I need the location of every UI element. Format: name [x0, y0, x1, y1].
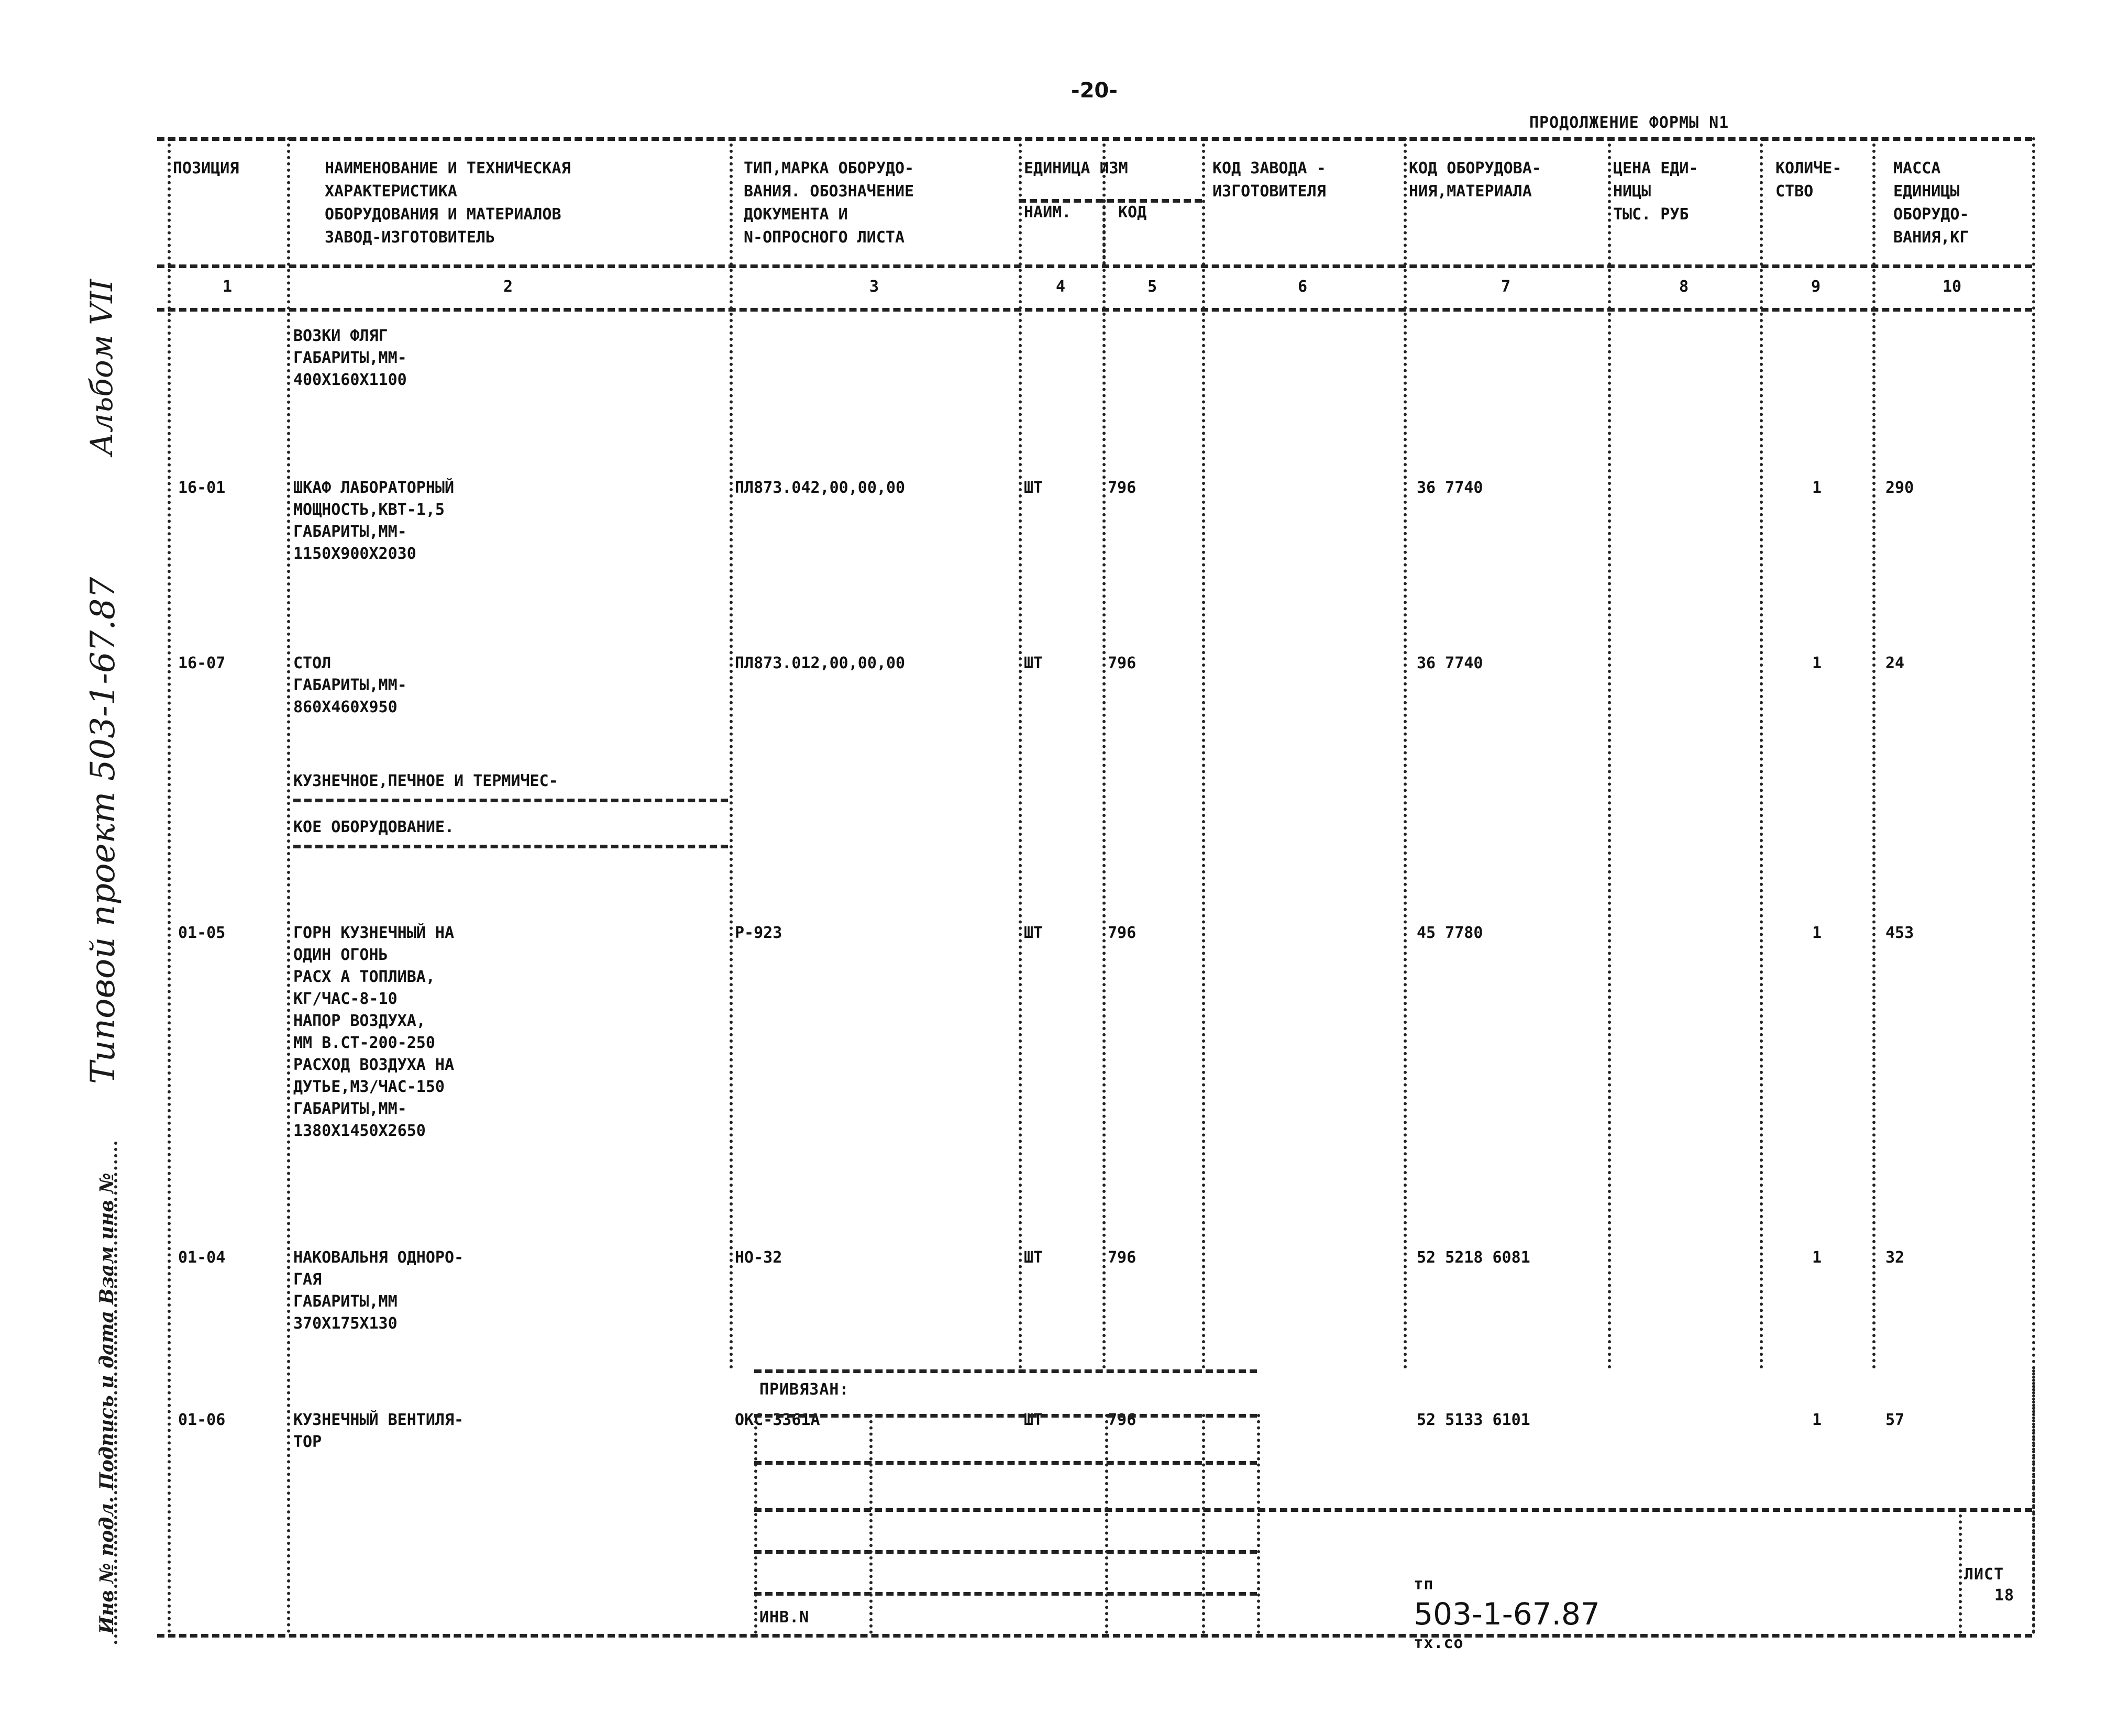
stamp-rule: [754, 1592, 1257, 1596]
column-header-line: КОД ОБОРУДОВА-: [1409, 159, 1541, 178]
equipment-type-mark: ОКС-3361А: [735, 1411, 820, 1429]
item-description-line: СТОЛ: [293, 654, 332, 672]
item-description-line: ТОР: [293, 1433, 322, 1451]
inventory-label: ИНВ.N: [759, 1608, 810, 1627]
section-heading: КУЗНЕЧНОЕ,ПЕЧНОЕ И ТЕРМИЧЕС-: [293, 772, 558, 790]
equipment-type-mark: Р-923: [735, 924, 782, 942]
quantity: 1: [1812, 924, 1822, 942]
attached-label: ПРИВЯЗАН:: [759, 1380, 850, 1399]
doc-code-suffix: тх.со: [1414, 1634, 1464, 1652]
column-header-line: НАИМ.: [1024, 203, 1072, 222]
continuation-title: ПРОДОЛЖЕНИЕ ФОРМЫ N1: [1529, 114, 1729, 132]
item-description-line: ВОЗКИ ФЛЯГ: [293, 327, 388, 345]
column-header-line: ЦЕНА ЕДИ-: [1613, 159, 1698, 178]
section-heading: КОЕ ОБОРУДОВАНИЕ.: [293, 818, 455, 836]
unit-name: ШТ: [1024, 1248, 1043, 1267]
column-divider: [1872, 137, 1876, 1369]
column-header-line: ИЗГОТОВИТЕЛЯ: [1212, 182, 1326, 201]
document-code: [1404, 1563, 1600, 1655]
column-number-rule: [157, 308, 2032, 312]
doc-code-number: 503-1-67.87: [1414, 1596, 1600, 1632]
column-header-line: НИЯ,МАТЕРИАЛА: [1409, 182, 1532, 201]
column-number: 7: [1501, 278, 1511, 296]
section-rule: [293, 845, 728, 848]
item-description-line: КГ/ЧАС-8-10: [293, 990, 398, 1008]
item-description-line: ГАБАРИТЫ,ММ: [293, 1292, 398, 1311]
equipment-type-mark: НО-32: [735, 1248, 782, 1267]
column-number: 2: [503, 278, 513, 296]
column-divider: [1202, 137, 1205, 1369]
column-header: [325, 157, 571, 249]
unit-mass: 57: [1885, 1411, 1905, 1429]
stamp-rule: [754, 1414, 1257, 1418]
item-description-line: РАСХОД ВОЗДУХА НА: [293, 1056, 455, 1074]
column-header-line: ОБОРУДО-: [1893, 205, 1969, 224]
column-header-line: ТЫС. РУБ: [1613, 205, 1689, 224]
item-description-line: ГАЯ: [293, 1270, 322, 1289]
column-header: [1893, 157, 1969, 249]
quantity: 1: [1812, 1248, 1822, 1267]
unit-name: ШТ: [1024, 924, 1043, 942]
item-description-line: ГАБАРИТЫ,ММ-: [293, 349, 407, 367]
sheet-box-divider: [1959, 1508, 1962, 1634]
column-divider: [1019, 137, 1022, 1369]
column-header-line: ХАРАКТЕРИСТИКА: [325, 182, 457, 201]
column-number: 10: [1942, 278, 1962, 296]
equipment-code: 36 7740: [1417, 654, 1483, 672]
column-header-line: ОБОРУДОВАНИЯ И МАТЕРИАЛОВ: [325, 205, 561, 224]
column-header-line: НИЦЫ: [1613, 182, 1651, 201]
column-divider: [1608, 137, 1611, 1369]
item-description-line: 1150X900X2030: [293, 545, 416, 563]
unit-name: ШТ: [1024, 1411, 1043, 1429]
item-description-line: ОДИН ОГОНЬ: [293, 946, 388, 964]
column-header-line: НАИМЕНОВАНИЕ И ТЕХНИЧЕСКАЯ: [325, 159, 571, 178]
item-description-line: МОЩНОСТЬ,КВТ-1,5: [293, 501, 445, 519]
position-code: 16-07: [178, 654, 226, 672]
unit-code: 796: [1108, 479, 1137, 497]
column-header: [1775, 157, 1841, 203]
unit-name: ШТ: [1024, 654, 1043, 672]
column-number: 8: [1679, 278, 1689, 296]
column-header: [1024, 201, 1071, 224]
equipment-code: 36 7740: [1417, 479, 1483, 497]
sheet-number: 18: [1994, 1586, 2015, 1605]
project-label: Типовой проект 503-1-67.87: [84, 577, 123, 1084]
item-description-line: 1380X1450X2650: [293, 1122, 426, 1140]
column-divider: [1102, 137, 1106, 1369]
quantity: 1: [1812, 479, 1822, 497]
unit-mass: 290: [1885, 479, 1914, 497]
column-header: [1613, 157, 1698, 226]
sheet-label: ЛИСТ: [1964, 1565, 2004, 1584]
item-description-line: ДУТЬЕ,М3/ЧАС-150: [293, 1078, 445, 1096]
equipment-type-mark: ПЛ873.012,00,00,00: [735, 654, 906, 672]
page-number: -20-: [1071, 79, 1118, 103]
unit-mass: 32: [1885, 1248, 1905, 1267]
item-description-line: ШКАФ ЛАБОРАТОРНЫЙ: [293, 479, 455, 497]
column-divider: [1760, 137, 1763, 1369]
column-divider: [1404, 137, 1407, 1369]
unit-code: 796: [1108, 1248, 1137, 1267]
unit-code-divider: [1102, 199, 1106, 264]
signature-stamp: Инв № подл. Подпись и дата Взам инв №: [96, 1173, 118, 1634]
column-header-line: ВАНИЯ. ОБОЗНАЧЕНИЕ: [744, 182, 914, 201]
position-code: 01-04: [178, 1248, 226, 1267]
item-description-line: КУЗНЕЧНЫЙ ВЕНТИЛЯ-: [293, 1411, 464, 1429]
column-header: [1409, 157, 1541, 203]
column-header-line: КОЛИЧЕ-: [1775, 159, 1842, 178]
unit-mass: 24: [1885, 654, 1905, 672]
item-description-line: 400X160X1100: [293, 371, 407, 389]
doc-code-prefix: тп: [1414, 1575, 1434, 1594]
column-divider: [730, 137, 733, 1369]
column-header-line: ВАНИЯ,КГ: [1893, 228, 1969, 247]
quantity: 1: [1812, 1411, 1822, 1429]
unit-code: 796: [1108, 924, 1137, 942]
table-right-edge: [2032, 1369, 2035, 1634]
column-number: 6: [1297, 278, 1308, 296]
column-divider: [287, 137, 290, 1634]
column-header-line: ЕДИНИЦЫ: [1893, 182, 1960, 201]
stamp-divider: [114, 1142, 117, 1644]
column-number: 9: [1811, 278, 1821, 296]
column-header-line: N-ОПРОСНОГО ЛИСТА: [744, 228, 905, 247]
stamp-divider: [869, 1414, 873, 1634]
item-description-line: 370X175X130: [293, 1314, 398, 1333]
table-bottom-rule: [157, 1634, 2032, 1638]
item-description-line: ММ В.СТ-200-250: [293, 1034, 435, 1052]
position-code: 16-01: [178, 479, 226, 497]
column-header-line: ПОЗИЦИЯ: [173, 159, 239, 178]
section-rule: [293, 799, 728, 802]
column-header-line: МАССА: [1893, 159, 1941, 178]
position-code: 01-06: [178, 1411, 226, 1429]
column-header-line: ЗАВОД-ИЗГОТОВИТЕЛЬ: [325, 228, 495, 247]
unit-mass: 453: [1885, 924, 1914, 942]
quantity: 1: [1812, 654, 1822, 672]
column-header-line: КОД ЗАВОДА -: [1212, 159, 1326, 178]
stamp-rule: [754, 1461, 1257, 1465]
equipment-code: 52 5218 6081: [1417, 1248, 1530, 1267]
column-header-line: ЕДИНИЦА ИЗМ: [1024, 159, 1128, 178]
item-description-line: ГАБАРИТЫ,ММ-: [293, 1100, 407, 1118]
item-description-line: ГАБАРИТЫ,ММ-: [293, 523, 407, 541]
stamp-divider: [1105, 1414, 1108, 1634]
column-header-line: ДОКУМЕНТА И: [744, 205, 848, 224]
stamp-divider: [754, 1414, 757, 1634]
item-description-line: НАПОР ВОЗДУХА,: [293, 1012, 426, 1030]
column-header: [1212, 157, 1326, 203]
unit-name: ШТ: [1024, 479, 1043, 497]
column-divider: [168, 137, 171, 1634]
position-code: 01-05: [178, 924, 226, 942]
unit-code: 796: [1108, 654, 1137, 672]
stamp-divider: [1202, 1414, 1205, 1634]
item-description-line: НАКОВАЛЬНЯ ОДНОРО-: [293, 1248, 464, 1267]
column-number: 4: [1055, 278, 1066, 296]
item-description-line: ГАБАРИТЫ,ММ-: [293, 676, 407, 694]
equipment-code: 52 5133 6101: [1417, 1411, 1530, 1429]
equipment-type-mark: ПЛ873.042,00,00,00: [735, 479, 906, 497]
item-description-line: 860X460X950: [293, 698, 398, 716]
column-header-line: КОД: [1118, 203, 1147, 222]
column-header: [1024, 157, 1128, 180]
header-bottom-rule: [157, 264, 2032, 268]
album-label: Альбом VII: [84, 279, 119, 456]
column-number: 3: [869, 278, 879, 296]
column-header: [173, 157, 239, 180]
column-header: [1118, 201, 1146, 224]
column-header-line: ТИП,МАРКА ОБОРУДО-: [744, 159, 914, 178]
item-description-line: ГОРН КУЗНЕЧНЫЙ НА: [293, 924, 455, 942]
stamp-divider: [1257, 1414, 1260, 1634]
stamp-rule: [754, 1369, 1257, 1373]
table-top-rule: [157, 137, 2032, 141]
column-header: [744, 157, 914, 249]
unit-code: 796: [1108, 1411, 1137, 1429]
equipment-code: 45 7780: [1417, 924, 1483, 942]
column-number: 5: [1147, 278, 1157, 296]
item-description-line: РАСХ А ТОПЛИВА,: [293, 968, 435, 986]
stamp-rule: [754, 1508, 2032, 1512]
stamp-rule: [754, 1550, 1257, 1554]
column-number: 1: [222, 278, 233, 296]
column-header-line: СТВО: [1775, 182, 1814, 201]
